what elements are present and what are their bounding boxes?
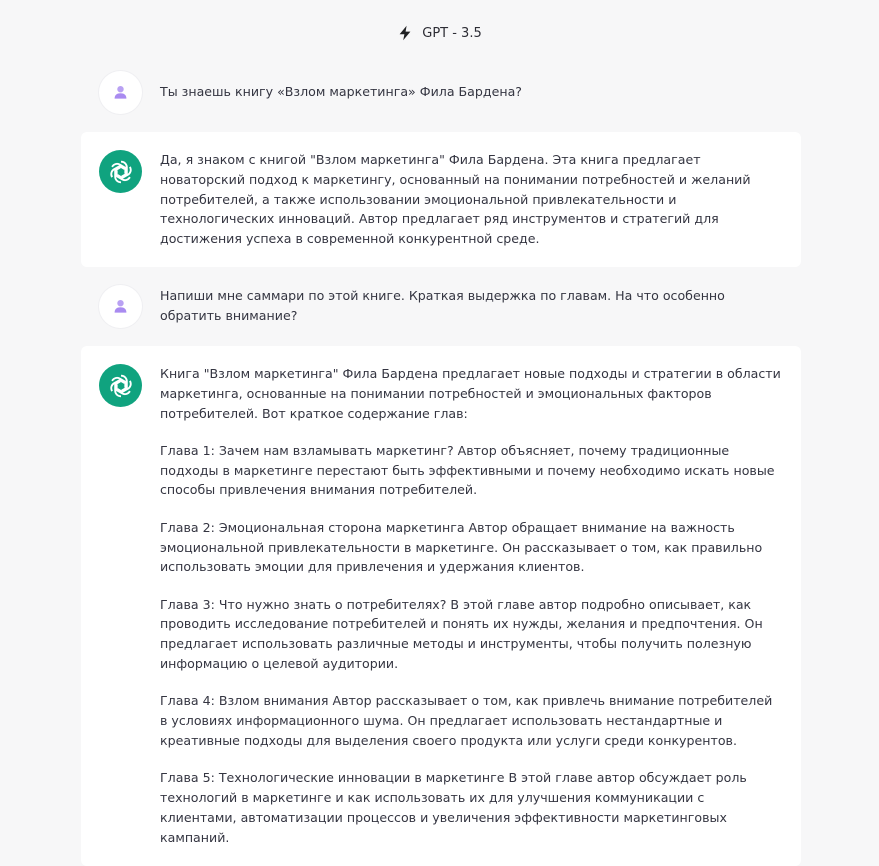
- lightning-bolt-icon: [397, 25, 413, 41]
- openai-logo-icon: [107, 158, 135, 186]
- chapter-2-paragraph: Глава 2: Эмоциональная сторона маркетинга Автор обращает внимание на важность эмоциональной привлекательности в маркетинге. Он рассказывает о том, как правильно использовать эмоции для привлечения и удержания клиентов.: [160, 519, 763, 575]
- user-message: [81, 66, 801, 118]
- user-avatar-icon: [99, 71, 142, 114]
- model-label: GPT - 3.5: [422, 25, 482, 41]
- user-avatar: [99, 71, 142, 114]
- model-header: [0, 0, 879, 66]
- gpt-avatar: [99, 364, 142, 407]
- user-message: [81, 279, 801, 341]
- chapter-1-paragraph: Глава 1: Зачем нам взламывать маркетинг? Автор объясняет, почему традиционные подходы в маркетинге перестают быть эффективными и почему необходимо искать новые способы привлечения внимания потребителей.: [160, 442, 775, 498]
- message-text: [160, 364, 783, 847]
- assistant-message: [81, 132, 801, 267]
- user-avatar: [99, 285, 142, 328]
- gpt-avatar: [99, 150, 142, 193]
- openai-logo-icon: [107, 372, 135, 400]
- chapter-3-paragraph: Глава 3: Что нужно знать о потребителях? В этой главе автор подробно описывает, как проводить исследование потребителей и понять их нужды, желания и предпочтения. Он предлагает использовать различные методы и инструменты, чтобы получить полезную информацию о целевой аудитории.: [160, 596, 763, 672]
- message-text: Ты знаешь книгу «Взлом маркетинга» Фила Бардена?: [160, 84, 522, 99]
- assistant-message: [81, 346, 801, 866]
- user-avatar-icon: [99, 285, 142, 328]
- chapter-4-paragraph: Глава 4: Взлом внимания Автор рассказывает о том, как привлечь внимание потребителей в условиях информационного шума. Он предлагает использовать нестандартные и креативные подходы для выделения своего продукта или услуги среди конкурентов.: [160, 693, 773, 748]
- message-text: Напиши мне саммари по этой книге. Краткая выдержка по главам. На что особенно обратить внимание?: [160, 288, 725, 323]
- chapter-5-paragraph: Глава 5: Технологические инновации в маркетинге В этой главе автор обсуждает роль технологий в маркетинге и как использовать их для улучшения коммуникации с клиентами, автоматизации процессов и увеличения эффективности маркетинговых кампаний.: [160, 770, 747, 845]
- message-paragraph: Книга "Взлом маркетинга" Фила Бардена предлагает новые подходы и стратегии в области маркетинга, основанные на понимании потребностей и эмоциональных факторов потребителей. Вот краткое содержание глав:: [160, 366, 781, 421]
- message-text: Да, я знаком с книгой "Взлом маркетинга" Фила Бардена. Эта книга предлагает новаторский подход к маркетингу, основанный на понимании потребностей и желаний потребителей, а также использовании эмоциональной привлекательности и технологических инноваций. Автор предлагает ряд инструментов и стратегий для достижения успеха в современной конкурентной среде.: [160, 152, 751, 247]
